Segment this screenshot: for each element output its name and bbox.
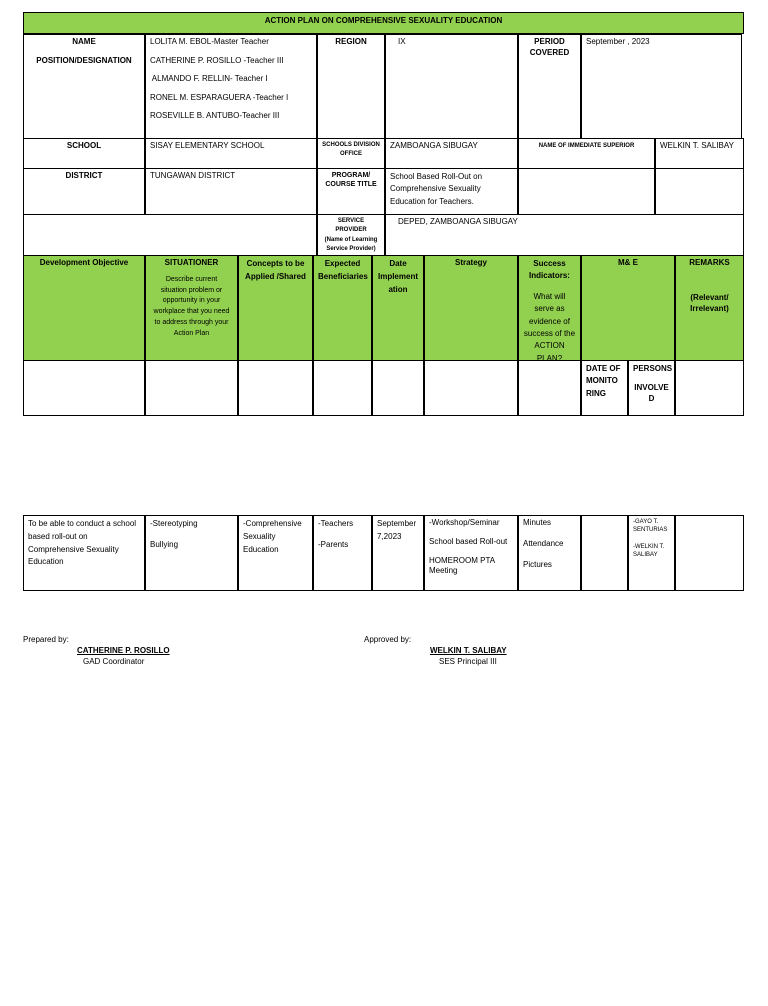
col-concepts bbox=[238, 255, 313, 361]
col-beneficiaries-line: Expected bbox=[324, 259, 361, 268]
col-success-line: Success bbox=[533, 259, 566, 268]
program-label: PROGRAM/ bbox=[331, 172, 371, 179]
program-value-line: Education for Teachers. bbox=[390, 196, 474, 206]
period-label-cell bbox=[518, 34, 581, 139]
col-success-line: success of the bbox=[523, 328, 576, 338]
col-me: M& E bbox=[581, 255, 675, 361]
empty-cell bbox=[372, 360, 424, 416]
strategy-line: School based Roll-out bbox=[429, 536, 508, 546]
col-remarks-sub: Irrelevant) bbox=[690, 303, 729, 313]
division-label-cell bbox=[317, 138, 385, 169]
col-situationer-title: SITUATIONER bbox=[164, 258, 219, 267]
col-success-line: serve as bbox=[534, 304, 565, 314]
concepts-line: Education bbox=[243, 544, 279, 554]
superior-label: NAME OF IMMEDIATE SUPERIOR bbox=[518, 138, 655, 169]
col-strategy: Strategy bbox=[424, 255, 518, 361]
name-entry: ROSEVILLE B. ANTUBO-Teacher III bbox=[150, 111, 280, 121]
col-success-line: What will bbox=[533, 291, 566, 301]
empty-cell bbox=[23, 360, 145, 416]
name-label-cell bbox=[23, 34, 145, 139]
col-date-line: Date bbox=[389, 259, 407, 268]
program-label-cell bbox=[317, 168, 385, 215]
col-success-line: ACTION PLAN? bbox=[534, 341, 565, 361]
approved-by-name: WELKIN T. SALIBAY bbox=[430, 646, 507, 655]
provider-value: DEPED, ZAMBOANGA SIBUGAY bbox=[385, 214, 744, 256]
col-remarks-title: REMARKS bbox=[689, 258, 730, 267]
concepts-line: Sexuality bbox=[243, 531, 276, 541]
name-entry: ALMANDO F. RELLIN- Teacher I bbox=[150, 74, 268, 84]
col-success-line: evidence of bbox=[529, 316, 570, 326]
objective-line: Comprehensive Sexuality bbox=[28, 544, 119, 554]
persons-line: -GAYO T. bbox=[633, 519, 659, 525]
provider-label-cell bbox=[317, 214, 385, 256]
period-label: PERIOD bbox=[534, 37, 565, 46]
situationer-desc: to address through your bbox=[154, 319, 229, 327]
date-monitoring-line: MONITO bbox=[586, 376, 618, 386]
persons-involved-header bbox=[628, 360, 675, 416]
district-value: TUNGAWAN DISTRICT bbox=[145, 168, 317, 215]
situationer-desc: opportunity in your bbox=[162, 297, 221, 305]
region-value: IX bbox=[385, 34, 518, 139]
col-beneficiaries bbox=[313, 255, 372, 361]
col-success bbox=[518, 255, 581, 361]
name-entry: RONEL M. ESPARAGUERA -Teacher I bbox=[150, 92, 289, 102]
row-strategy bbox=[424, 515, 518, 591]
approved-by-label: Approved by: bbox=[364, 635, 412, 644]
region-label: REGION bbox=[317, 34, 385, 139]
row-objective bbox=[23, 515, 145, 591]
school-value: SISAY ELEMENTARY SCHOOL bbox=[145, 138, 317, 169]
col-date bbox=[372, 255, 424, 361]
objective-line: Education bbox=[28, 557, 64, 567]
prepared-by-name: CATHERINE P. ROSILLO bbox=[77, 646, 170, 655]
district-label: DISTRICT bbox=[23, 168, 145, 215]
objective-line: based roll-out on bbox=[28, 531, 88, 541]
concepts-line: -Comprehensive bbox=[243, 519, 302, 528]
date-line: 7,2023 bbox=[377, 531, 402, 541]
document-title: ACTION PLAN ON COMPREHENSIVE SEXUALITY EDUCATION bbox=[23, 12, 744, 34]
empty-cell bbox=[238, 360, 313, 416]
date-monitoring-line: RING bbox=[586, 388, 606, 398]
date-monitoring-line: DATE OF bbox=[586, 364, 621, 373]
situationer-desc: workplace that you need bbox=[153, 308, 230, 316]
objective-line: To be able to conduct a school bbox=[28, 519, 137, 528]
col-date-line: ation bbox=[388, 284, 408, 294]
beneficiaries-line: -Teachers bbox=[318, 519, 354, 528]
empty-cell bbox=[675, 360, 744, 416]
division-label: OFFICE bbox=[340, 151, 362, 157]
empty-cell bbox=[23, 214, 317, 256]
col-success-line: Indicators: bbox=[529, 271, 570, 281]
empty-cell bbox=[518, 360, 581, 416]
names-cell bbox=[145, 34, 317, 139]
situationer-desc: situation problem or bbox=[160, 286, 223, 294]
col-remarks-sub: (Relevant/ bbox=[690, 292, 729, 302]
strategy-line: -Workshop/Seminar bbox=[429, 518, 500, 527]
persons-involved-line: PERSONS bbox=[633, 364, 673, 373]
situationer-line: -Stereotyping bbox=[150, 519, 198, 528]
program-value-line: School Based Roll-Out on bbox=[390, 172, 483, 181]
division-label: SCHOOLS DIVISION bbox=[322, 142, 380, 148]
col-dev-objective: Development Objective bbox=[23, 255, 145, 361]
name-entry: LOLITA M. EBOL-Master Teacher bbox=[150, 37, 269, 46]
prepared-by-title: GAD Coordinator bbox=[83, 657, 145, 666]
row-beneficiaries bbox=[313, 515, 372, 591]
provider-label: SERVICE PROVIDER bbox=[335, 218, 367, 234]
program-label: COURSE TITLE bbox=[325, 181, 377, 189]
persons-line: SENTURIAS bbox=[633, 527, 668, 534]
col-situationer bbox=[145, 255, 238, 361]
col-beneficiaries-line: Beneficiaries bbox=[318, 271, 368, 281]
row-success bbox=[518, 515, 581, 591]
beneficiaries-line: -Parents bbox=[318, 539, 349, 549]
empty-cell bbox=[313, 360, 372, 416]
name-label: NAME bbox=[72, 37, 96, 46]
empty-cell bbox=[424, 360, 518, 416]
row-remarks bbox=[675, 515, 744, 591]
col-concepts-line: Concepts to be bbox=[246, 259, 305, 268]
persons-involved-line: D bbox=[648, 394, 655, 404]
division-value: ZAMBOANGA SIBUGAY bbox=[385, 138, 518, 169]
period-value: September , 2023 bbox=[581, 34, 742, 139]
situationer-desc: Describe current bbox=[165, 275, 218, 283]
empty-cell bbox=[518, 168, 655, 215]
position-label: POSITION/DESIGNATION bbox=[36, 55, 132, 65]
persons-involved-line: INVOLVE bbox=[634, 383, 669, 393]
col-date-line: Implement bbox=[377, 271, 418, 281]
success-line: Minutes bbox=[523, 518, 552, 527]
provider-label: (Name of Learning bbox=[324, 236, 378, 243]
superior-value: WELKIN T. SALIBAY bbox=[655, 138, 744, 169]
row-date bbox=[372, 515, 424, 591]
date-line: September bbox=[377, 519, 417, 528]
row-date-monitoring bbox=[581, 515, 628, 591]
persons-line: -WELKIN T. bbox=[633, 543, 665, 550]
strategy-line: HOMEROOM PTA bbox=[429, 555, 496, 565]
success-line: Pictures bbox=[523, 559, 552, 569]
name-entry: CATHERINE P. ROSILLO -Teacher III bbox=[150, 55, 284, 65]
col-concepts-line: Applied /Shared bbox=[245, 271, 306, 281]
situationer-line: Bullying bbox=[150, 539, 179, 549]
row-situationer bbox=[145, 515, 238, 591]
row-concepts bbox=[238, 515, 313, 591]
program-value bbox=[385, 168, 518, 215]
success-line: Attendance bbox=[523, 538, 564, 548]
empty-cell bbox=[655, 168, 744, 215]
persons-line: SALIBAY bbox=[633, 552, 658, 559]
approved-by-title: SES Principal III bbox=[439, 657, 497, 666]
strategy-line: Meeting bbox=[429, 566, 458, 576]
col-remarks bbox=[675, 255, 744, 361]
provider-label: Service Provider) bbox=[326, 245, 376, 252]
program-value-line: Comprehensive Sexuality bbox=[390, 184, 481, 194]
period-label: COVERED bbox=[529, 47, 570, 57]
empty-cell bbox=[145, 360, 238, 416]
situationer-desc: Action Plan bbox=[173, 330, 210, 338]
school-label: SCHOOL bbox=[23, 138, 145, 169]
prepared-by-label: Prepared by: bbox=[23, 635, 69, 644]
row-persons bbox=[628, 515, 675, 591]
date-monitoring-header bbox=[581, 360, 628, 416]
